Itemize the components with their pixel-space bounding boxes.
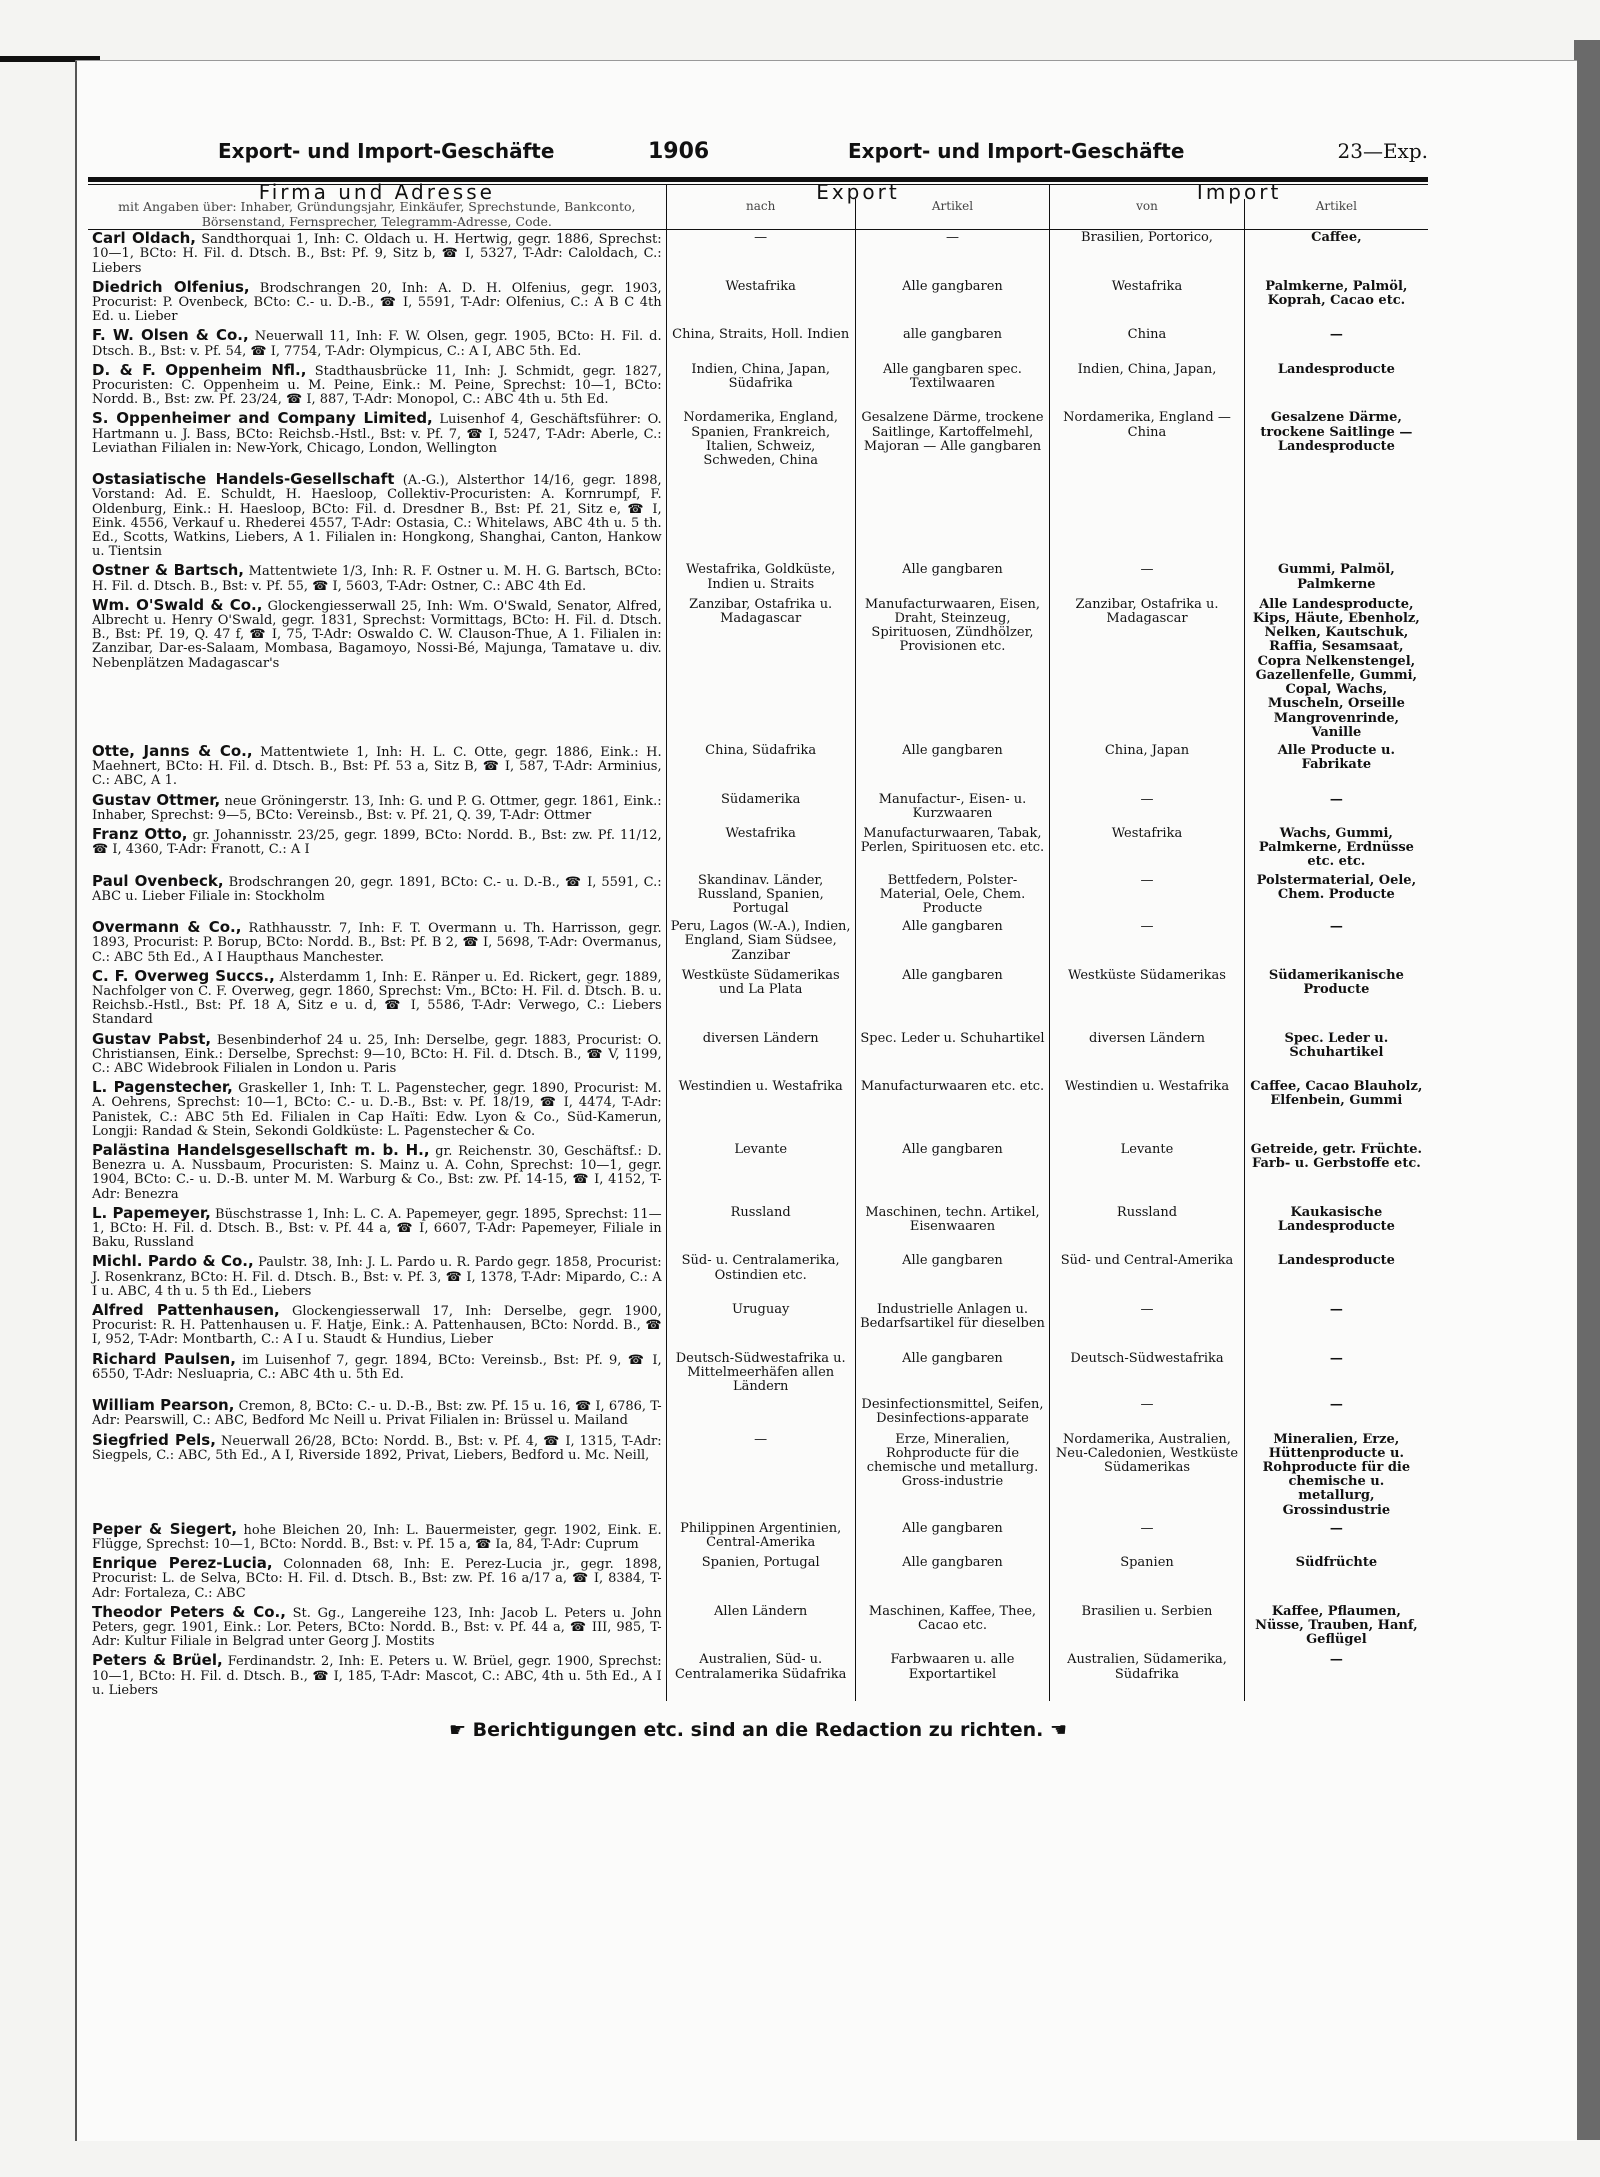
export-articles [855,471,1050,562]
firm-name: F. W. Olsen & Co., [92,326,249,345]
export-destination: Allen Ländern [666,1604,855,1653]
table-row [88,1521,1428,1555]
export-articles: Alle gangbaren [855,1351,1050,1398]
table-body [88,230,1428,1701]
firm-name: Michl. Pardo & Co., [92,1252,254,1271]
firm-cell [88,327,666,361]
import-articles: — [1244,1397,1428,1431]
table-row [88,279,1428,328]
import-articles: Alle Landesproducte, Kips, Häute, Ebenholz, Nelken, Kautschuk, Raffia, Sesamsaat, Copra Nelkenstengel, Gazellenfelle, Gummi, Copal, Wachs, Muscheln, Orseille Mangrovenrinde, Vanille [1244,597,1428,743]
export-articles: Alle gangbaren [855,1555,1050,1604]
firm-cell [88,1397,666,1431]
firm-name: Ostasiatische Handels-Gesellschaft [92,470,395,489]
export-articles-header: Artikel [855,199,1050,230]
firm-details: gr. Johannisstr. 23/25, gegr. 1899, BCto: Nordd. B., Bst: zw. Pf. 11/12, ☎ I, 4360, T-Adr: Franott, C.: A I [92,827,662,858]
import-articles: Spec. Leder u. Schuhartikel [1244,1031,1428,1080]
import-articles: Südamerikanische Producte [1244,968,1428,1031]
import-articles: — [1244,792,1428,826]
firm-name: Paul Ovenbeck, [92,871,224,890]
firm-details: Paulstr. 38, Inh: J. L. Pardo u. R. Pardo gegr. 1858, Procurist: J. Rosenkranz, BCto: H. Fil. d. Dtsch. B., Bst: v. Pf. 3, ☎ I, 1378, T-Adr: Mipardo, C.: A I u. ABC, 4 th u. 5 th Ed., Liebers [92,1255,662,1299]
firm-details: Mattentwiete 1/3, Inh: R. F. Ostner u. M. H. G. Bartsch, BCto: H. Fil. d. Dtsch. B., Bst: v. Pf. 55, ☎ I, 5603, T-Adr: Ostner, C.: ABC 4th Ed. [92,564,662,594]
table-row [88,562,1428,596]
firm-details: Graskeller 1, Inh: T. L. Pagenstecher, gegr. 1890, Procurist: M. A. Oehrens, Sprechst: 10—1, BCto: C.- u. D.-B., Bst: v. Pf. 18/19, ☎ I, 4474, T-Adr: Panistek, C.: ABC 5th Ed. Filialen in Cap Haïti: Edw. Lyon & Co., Süd-Kamerun, Longji: Randad & Stein, Sekondi Goldküste: L. Pagenstecher & Co. [92,1081,662,1139]
import-articles: Palmkerne, Palmöl, Koprah, Cacao etc. [1244,279,1428,328]
export-destination: China, Straits, Holl. Indien [666,327,855,361]
firm-column-title: Firma und Adresse [258,180,495,204]
table-row [88,1079,1428,1142]
firm-name: L. Papemeyer, [92,1203,211,1222]
table-row [88,1205,1428,1254]
table-row [88,792,1428,826]
export-articles: Alle gangbaren [855,743,1050,792]
firm-cell [88,1253,666,1302]
firm-cell [88,279,666,328]
firm-cell [88,1652,666,1701]
page-content [88,135,1428,1741]
export-articles: Desinfectionsmittel, Seifen, Desinfections-apparate [855,1397,1050,1431]
export-destination [666,471,855,562]
table-row [88,1031,1428,1080]
firm-cell [88,1521,666,1555]
import-articles [1244,471,1428,562]
import-origin: diversen Ländern [1050,1031,1245,1080]
import-from-header: von [1050,199,1245,230]
firm-details: Luisenhof 4, Geschäftsführer: O. Hartmann u. J. Bass, BCto: Reichsb.-Hstl., Bst: v. Pf. 7, ☎ I, 5247, T-Adr: Aberle, C.: Leviathan Filialen in: New-York, Chicago, London, Wellington [92,412,662,456]
firm-cell [88,1432,666,1521]
firm-name: Richard Paulsen, [92,1349,236,1368]
import-articles: Südfrüchte [1244,1555,1428,1604]
export-destination: Peru, Lagos (W.-A.), Indien, England, Siam Südsee, Zanzibar [666,919,855,968]
firm-name: Siegfried Pels, [92,1430,216,1449]
firm-details: Sandthorquai 1, Inh: C. Oldach u. H. Hertwig, gegr. 1886, Sprechst: 10—1, BCto: H. Fil. d. Dtsch. B., Bst: Pf. 9, Sitz b, ☎ I, 5327, T-Adr: Caloldach, C.: Liebers [92,232,662,276]
firm-cell [88,597,666,743]
firm-name: Otte, Janns & Co., [92,741,253,760]
firm-cell [88,1142,666,1205]
firm-cell [88,410,666,471]
export-articles: Erze, Mineralien, Rohproducte für die chemische und metallurg. Gross-industrie [855,1432,1050,1521]
directory-table [88,180,1428,1701]
firm-details: Ferdinandstr. 2, Inh: E. Peters u. W. Brüel, gegr. 1900, Sprechst: 10—1, BCto: H. Fil. d. Dtsch. B., ☎ I, 185, T-Adr: Mascot, C.: ABC, 4th u. 5th Ed., A I u. Liebers [92,1654,662,1698]
firm-name: Wm. O'Swald & Co., [92,595,263,614]
import-origin: Brasilien u. Serbien [1050,1604,1245,1653]
firm-name: Theodor Peters & Co., [92,1602,286,1621]
table-row [88,1432,1428,1521]
firm-name: Peters & Brüel, [92,1651,223,1670]
export-destination: Zanzibar, Ostafrika u. Madagascar [666,597,855,743]
table-row [88,873,1428,920]
firm-details: Glockengiesserwall 17, Inh: Derselbe, gegr. 1900, Procurist: R. H. Pattenhausen u. F. Hatje, Eink.: A. Pattenhausen, BCto: Nordd. B., ☎ I, 952, T-Adr: Montbarth, C.: A I u. Staudt & Hundius, Lieber [92,1304,662,1348]
export-articles: Alle gangbaren [855,1142,1050,1205]
table-row [88,410,1428,471]
import-articles: — [1244,1652,1428,1701]
firm-cell [88,230,666,279]
firm-cell [88,826,666,873]
import-articles: Getreide, getr. Früchte. Farb- u. Gerbstoffe etc. [1244,1142,1428,1205]
firm-name: Franz Otto, [92,824,188,843]
table-row [88,826,1428,873]
import-articles: Polstermaterial, Oele, Chem. Producte [1244,873,1428,920]
pointing-hand-left-icon: ☛ [448,1719,473,1742]
firm-details: (A.-G.), Alsterthor 14/16, gegr. 1898, Vorstand: Ad. E. Schuldt, H. Haesloop, Collektiv-Procuristen: A. Kornrumpf, F. Oldenburg, Eink.: H. Haesloop, BCto: Fil. d. Dresdner B., Bst: Pf. 21, Sitz e, ☎ I, Eink. 4556, Verkauf u. Rhederei 4557, T-Adr: Ostasia, C.: Whitelaws, ABC 4th u. 5 th. Ed., Scotts, Watkins, Liebers, A 1. Filialen in: Hongkong, Shanghai, Canton, Hankow u. Tientsin [92,473,662,560]
firm-name: William Pearson, [92,1396,235,1415]
firm-cell [88,562,666,596]
table-row [88,1142,1428,1205]
import-articles: Gesalzene Därme, trockene Saitlinge — Landesproducte [1244,410,1428,471]
export-articles: Maschinen, Kaffee, Thee, Cacao etc. [855,1604,1050,1653]
table-row [88,1351,1428,1398]
export-destination: Levante [666,1142,855,1205]
firm-name: Carl Oldach, [92,229,197,248]
firm-cell [88,873,666,920]
export-destination: Nordamerika, England, Spanien, Frankreich, Italien, Schweiz, Schweden, China [666,410,855,471]
table-row [88,1253,1428,1302]
table-header [88,180,1428,230]
footer-note [88,1719,1428,1741]
firm-cell [88,362,666,411]
import-articles: Landesproducte [1244,1253,1428,1302]
import-articles: — [1244,1351,1428,1398]
table-row [88,1652,1428,1701]
pointing-hand-right-icon: ☚ [1043,1719,1067,1742]
import-origin: Zanzibar, Ostafrika u. Madagascar [1050,597,1245,743]
export-destination: Uruguay [666,1302,855,1351]
export-articles: Alle gangbaren [855,279,1050,328]
export-articles: Spec. Leder u. Schuhartikel [855,1031,1050,1080]
import-articles-header: Artikel [1244,199,1428,230]
import-origin: Westindien u. Westafrika [1050,1079,1245,1142]
export-destination: Südamerika [666,792,855,826]
import-origin: — [1050,1397,1245,1431]
import-articles: Caffee, Cacao Blauholz, Elfenbein, Gummi [1244,1079,1428,1142]
export-articles: Manufactur-, Eisen- u. Kurzwaaren [855,792,1050,826]
export-articles: Manufacturwaaren etc. etc. [855,1079,1050,1142]
import-origin: Nordamerika, Australien, Neu-Caledonien, Westküste Südamerikas [1050,1432,1245,1521]
export-destination: Westindien u. Westafrika [666,1079,855,1142]
import-origin: Spanien [1050,1555,1245,1604]
export-articles: alle gangbaren [855,327,1050,361]
import-articles: Kaffee, Pflaumen, Nüsse, Trauben, Hanf, Geflügel [1244,1604,1428,1653]
table-row [88,743,1428,792]
table-row [88,919,1428,968]
import-origin: Deutsch-Südwestafrika [1050,1351,1245,1398]
import-articles: Mineralien, Erze, Hüttenproducte u. Rohproducte für die chemische u. metallurg, Grossindustrie [1244,1432,1428,1521]
import-articles: Kaukasische Landesproducte [1244,1205,1428,1254]
import-origin: China [1050,327,1245,361]
running-header [88,135,1428,175]
firm-cell [88,792,666,826]
firm-details: Alsterdamm 1, Inh: E. Ränper u. Ed. Rickert, gegr. 1889, Nachfolger von C. F. Overweg, gegr. 1860, Sprechst: Vm., BCto: H. Fil. d. Dtsch. B. u. Reichsb.-Hstl., Bst: Pf. 18 A, Sitz e u. d, ☎ I, 5586, T-Adr: Verwego, C.: Liebers Standard [92,969,662,1028]
export-destination: Skandinav. Länder, Russland, Spanien, Portugal [666,873,855,920]
header-left-title: Export- und Import-Geschäfte [218,139,555,163]
import-origin: — [1050,919,1245,968]
import-origin: — [1050,792,1245,826]
export-articles: Bettfedern, Polster-Material, Oele, Chem. Producte [855,873,1050,920]
table-row [88,230,1428,279]
import-articles: Landesproducte [1244,362,1428,411]
import-origin: China, Japan [1050,743,1245,792]
firm-name: Overmann & Co., [92,918,242,937]
firm-cell [88,471,666,562]
footer-text: Berichtigungen etc. sind an die Redaction zu richten. [472,1719,1044,1742]
firm-details: St. Gg., Langereihe 123, Inh: Jacob L. Peters u. John Peters, gegr. 1901, Eink.: Lor. Peters, BCto: Nordd. B., Bst: v. Pf. 44 a, ☎ III, 985, T-Adr: Kultur Filiale in Belgrad unter Georg J. Mostits [92,1605,662,1650]
firm-details: Brodschrangen 20, gegr. 1891, BCto: C.- u. D.-B., ☎ I, 5591, C.: ABC u. Lieber Filiale in: Stockholm [92,874,662,904]
export-destination: diversen Ländern [666,1031,855,1080]
firm-details: Cremon, 8, BCto: C.- u. D.-B., Bst: zw. Pf. 15 u. 16, ☎ I, 6786, T-Adr: Pearswill, C.: ABC, Bedford Mc Neill u. Privat Filialen in: Brüssel u. Mailand [92,1399,662,1429]
import-articles: — [1244,919,1428,968]
table-row [88,1604,1428,1653]
export-articles: Manufacturwaaren, Eisen, Draht, Steinzeug, Spirituosen, Zündhölzer, Provisionen etc. [855,597,1050,743]
export-articles: Alle gangbaren spec. Textilwaaren [855,362,1050,411]
export-destination: Westafrika, Goldküste, Indien u. Straits [666,562,855,596]
import-column-title: Import [1050,185,1428,199]
import-origin: Westküste Südamerikas [1050,968,1245,1031]
import-origin [1050,471,1245,562]
firm-name: Palästina Handelsgesellschaft m. b. H., [92,1140,430,1159]
export-articles: Farbwaaren u. alle Exportartikel [855,1652,1050,1701]
firm-name: D. & F. Oppenheim Nfl., [92,360,307,379]
export-destination: Deutsch-Südwestafrika u. Mittelmeerhäfen allen Ländern [666,1351,855,1398]
firm-details: im Luisenhof 7, gegr. 1894, BCto: Vereinsb., Bst: Pf. 9, ☎ I, 6550, T-Adr: Nesluapria, C.: ABC 4th u. 5th Ed. [92,1352,662,1382]
table-row [88,1397,1428,1431]
firm-name: Peper & Siegert, [92,1519,238,1538]
import-origin: — [1050,873,1245,920]
export-articles: Gesalzene Därme, trockene Saitlinge, Kartoffelmehl, Majoran — Alle gangbaren [855,410,1050,471]
scan-right-edge [1574,40,1600,2140]
export-articles: Manufacturwaaren, Tabak, Perlen, Spirituosen etc. etc. [855,826,1050,873]
import-origin: Nordamerika, England — China [1050,410,1245,471]
table-row [88,327,1428,361]
header-year: 1906 [648,139,710,164]
export-destination: — [666,1432,855,1521]
firm-cell [88,1205,666,1254]
header-right-title: Export- und Import-Geschäfte [848,139,1185,163]
export-destination: — [666,230,855,279]
table-row [88,1302,1428,1351]
export-articles: Alle gangbaren [855,968,1050,1031]
table-row [88,471,1428,562]
import-articles: Gummi, Palmöl, Palmkerne [1244,562,1428,596]
export-destination [666,1397,855,1431]
export-articles: Alle gangbaren [855,562,1050,596]
firm-cell [88,1031,666,1080]
import-articles: Alle Producte u. Fabrikate [1244,743,1428,792]
export-column-title: Export [666,185,1050,199]
firm-details: Neuerwall 26/28, BCto: Nordd. B., Bst: v. Pf. 4, ☎ I, 1315, T-Adr: Siegpels, C.: ABC, 5th Ed., A I, Riverside 1892, Privat, Liebers, Bedford u. Mc. Neill, [92,1433,662,1463]
export-articles: Industrielle Anlagen u. Bedarfsartikel für dieselben [855,1302,1050,1351]
export-articles: Alle gangbaren [855,1521,1050,1555]
firm-cell [88,1555,666,1604]
import-articles: Wachs, Gummi, Palmkerne, Erdnüsse etc. etc. [1244,826,1428,873]
table-row [88,597,1428,743]
import-origin: Levante [1050,1142,1245,1205]
firm-cell [88,1351,666,1398]
firm-details: Stadthausbrücke 11, Inh: J. Schmidt, gegr. 1827, Procuristen: C. Oppenheim u. M. Peine, Eink.: M. Peine, Sprechst: 10—1, BCto: Nordd. B., Bst: zw. Pf. 23/24, ☎ I, 887, T-Adr: Monopol, C.: ABC 4th u. 5th Ed. [92,363,662,408]
import-articles: — [1244,1521,1428,1555]
import-origin: Westafrika [1050,279,1245,328]
export-destination: Westküste Südamerikas und La Plata [666,968,855,1031]
export-articles: — [855,230,1050,279]
firm-name: C. F. Overweg Succs., [92,966,275,985]
export-articles: Alle gangbaren [855,1253,1050,1302]
import-articles: — [1244,327,1428,361]
table-row [88,362,1428,411]
firm-name: Diedrich Olfenius, [92,277,250,296]
export-to-header: nach [666,199,855,230]
import-origin: — [1050,1302,1245,1351]
firm-details: Büschstrasse 1, Inh: L. C. A. Papemeyer, gegr. 1895, Sprechst: 11—1, BCto: H. Fil. d. Dtsch. B., Bst: v. Pf. 44 a, ☎ I, 6607, T-Adr: Papemeyer, Filiale in Baku, Russland [92,1206,662,1251]
firm-details: Besenbinderhof 24 u. 25, Inh: Derselbe, gegr. 1883, Procurist: O. Christiansen, Eink.: Derselbe, Sprechst: 9—10, BCto: H. Fil. d. Dtsch. B., ☎ V, 1199, C.: ABC Widebrook Filialen in London u. Paris [92,1032,662,1076]
firm-details: Neuerwall 11, Inh: F. W. Olsen, gegr. 1905, BCto: H. Fil. d. Dtsch. B., Bst: v. Pf. 54, ☎ I, 7754, T-Adr: Olympicus, C.: A I, ABC 5th. Ed. [92,329,662,359]
export-destination: Spanien, Portugal [666,1555,855,1604]
import-articles: — [1244,1302,1428,1351]
firm-cell [88,743,666,792]
import-origin: Russland [1050,1205,1245,1254]
export-destination: Süd- u. Centralamerika, Ostindien etc. [666,1253,855,1302]
export-articles: Alle gangbaren [855,919,1050,968]
firm-details: Mattentwiete 1, Inh: H. L. C. Otte, gegr. 1886, Eink.: H. Maehnert, BCto: H. Fil. d. Dtsch. B., Bst: Pf. 53 a, Sitz B, ☎ I, 587, T-Adr: Arminius, C.: ABC, A 1. [92,744,662,789]
firm-cell [88,1302,666,1351]
firm-column-subtitle: mit Angaben über: Inhaber, Gründungsjahr, Einkäufer, Sprechstunde, Bankconto, Börsenstand, Fernsprecher, Telegramm-Adresse, Code. [88,199,666,230]
import-origin: — [1050,562,1245,596]
firm-cell [88,1604,666,1653]
export-destination: Indien, China, Japan, Südafrika [666,362,855,411]
firm-details: Rathhausstr. 7, Inh: F. T. Overmann u. Th. Harrisson, gegr. 1893, Procurist: P. Borup, BCto: Nordd. B., Bst: Pf. B 2, ☎ I, 5698, T-Adr: Overmanus, C.: ABC 5th Ed., A I Haupthaus Manchester. [92,921,662,965]
firm-details: hohe Bleichen 20, Inh: L. Bauermeister, gegr. 1902, Eink. E. Flügge, Sprechst: 10—1, BCto: Nordd. B., Bst: v. Pf. 15 a, ☎ Ia, 84, T-Adr: Cuprum [92,1522,662,1553]
export-destination: Westafrika [666,279,855,328]
firm-details: neue Gröningerstr. 13, Inh: G. und P. G. Ottmer, gegr. 1861, Eink.: Inhaber, Sprechst: 9—5, BCto: Vereinsb., Bst: v. Pf. 21, Q. 39, T-Adr: Ottmer [92,793,662,823]
import-origin: Brasilien, Portorico, [1050,230,1245,279]
export-destination: Westafrika [666,826,855,873]
export-destination: Russland [666,1205,855,1254]
page-number: 23—Exp. [1337,139,1428,163]
import-origin: Australien, Südamerika, Südafrika [1050,1652,1245,1701]
firm-cell [88,1079,666,1142]
table-row [88,968,1428,1031]
import-origin: Indien, China, Japan, [1050,362,1245,411]
table-row [88,1555,1428,1604]
firm-details: gr. Reichenstr. 30, Geschäftsf.: D. Benezra u. A. Nussbaum, Procuristen: S. Mainz u. A. Cohn, Sprechst: 10—1, gegr. 1904, BCto: C.- u. D.-B. unter M. M. Warburg & Co., Bst: zw. Pf. 14-15, ☎ I, 4152, T-Adr: Benezra [92,1143,662,1202]
firm-name: S. Oppenheimer and Company Limited, [92,409,433,428]
firm-name: Alfred Pattenhausen, [92,1301,280,1320]
import-origin: — [1050,1521,1245,1555]
firm-name: Gustav Ottmer, [92,790,221,809]
import-articles: Caffee, [1244,230,1428,279]
firm-name: Enrique Perez-Lucia, [92,1554,273,1573]
export-destination: China, Südafrika [666,743,855,792]
firm-cell [88,919,666,968]
firm-details: Glockengiesserwall 25, Inh: Wm. O'Swald, Senator, Alfred, Albrecht u. Henry O'Swald, gegr. 1831, Sprechst: Vormittags, BCto: H. Fil. d. Dtsch. B., Bst: Pf. 19, Q. 47 f, ☎ I, 75, T-Adr: Oswaldo C. W. Clauson-Thue, A 1. Filialen in: Zanzibar, Dar-es-Salaam, Mombasa, Bagamoyo, Nossi-Bé, Majunga, Tamatave u. div. Nebenplätzen Madagascar's [92,598,662,671]
firm-details: Colonnaden 68, Inh: E. Perez-Lucia jr., gegr. 1898, Procurist: L. de Selva, BCto: H. Fil. d. Dtsch. B., Bst: zw. Pf. 16 a/17 a, ☎ I, 8384, T-Adr: Fortaleza, C.: ABC [92,1557,662,1601]
firm-name: L. Pagenstecher, [92,1078,233,1097]
firm-details: Brodschrangen 20, Inh: A. D. H. Olfenius, gegr. 1903, Procurist: P. Ovenbeck, BCto: C.- u. D.-B., ☎ I, 5591, T-Adr: Olfenius, C.: A B C 4th Ed. u. Lieber [92,280,662,325]
firm-cell [88,968,666,1031]
firm-name: Gustav Pabst, [92,1029,212,1048]
export-destination: Philippinen Argentinien, Central-Amerika [666,1521,855,1555]
firm-name: Ostner & Bartsch, [92,561,244,580]
export-articles: Maschinen, techn. Artikel, Eisenwaaren [855,1205,1050,1254]
import-origin: Westafrika [1050,826,1245,873]
import-origin: Süd- und Central-Amerika [1050,1253,1245,1302]
export-destination: Australien, Süd- u. Centralamerika Südafrika [666,1652,855,1701]
